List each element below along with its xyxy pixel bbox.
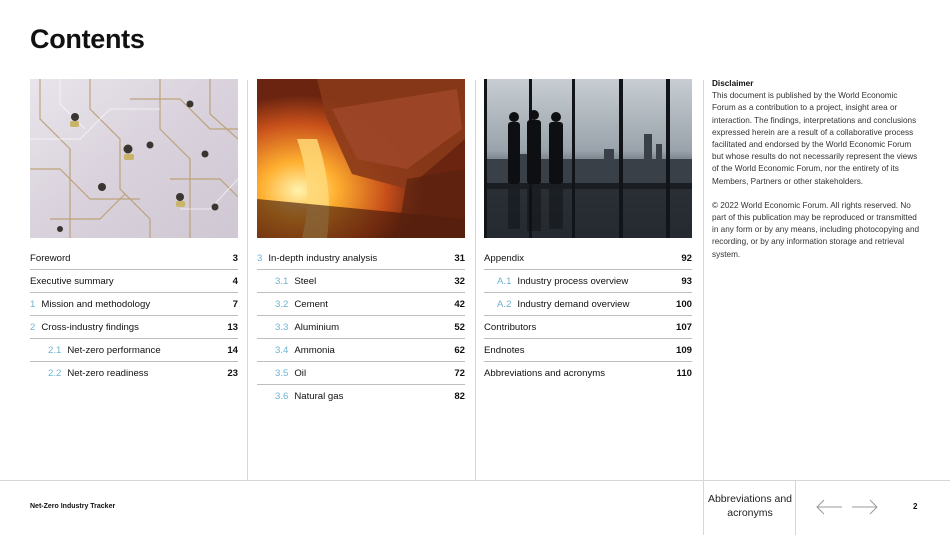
toc-item-label: Foreword [30, 252, 71, 264]
toc-item-page: 110 [676, 368, 692, 379]
arrow-right-icon[interactable] [851, 498, 879, 516]
toc-column-1 [30, 79, 238, 385]
toc-item-page: 31 [454, 252, 465, 264]
toc-item-executive-summary[interactable] [30, 270, 238, 293]
toc-item-number: 2.2 [48, 368, 62, 379]
city-window-silhouettes-image [484, 79, 692, 238]
toc-item-label: Contributors [484, 321, 537, 333]
molten-steel-image [257, 79, 465, 238]
toc-item-label: Endnotes [484, 344, 525, 356]
toc-column-3 [484, 79, 692, 385]
toc-item-cement[interactable] [257, 293, 465, 316]
column-divider [703, 80, 704, 480]
toc-list [484, 247, 692, 385]
toc-item-label: Oil [294, 367, 307, 379]
toc-item-page: 3 [232, 252, 238, 264]
toc-item-contributors[interactable] [484, 316, 692, 339]
toc-item-net-zero-readiness[interactable] [30, 362, 238, 385]
toc-item-page: 23 [227, 368, 238, 379]
toc-item-number: 2.1 [48, 344, 62, 356]
toc-item-page: 13 [227, 321, 238, 333]
toc-item-page: 100 [675, 298, 692, 310]
toc-item-number: 3.3 [275, 321, 289, 333]
copyright-notice: © 2022 World Economic Forum. All rights reserved. No part of this publication may be reproduced or transmitted in any form or by any means, including photocopying and recording, or by any information storage and retrieval system. [712, 200, 920, 259]
toc-item-page: 92 [681, 252, 692, 264]
toc-item-page: 32 [454, 275, 465, 287]
column-divider [247, 80, 248, 480]
toc-item-number: 3 [257, 252, 263, 264]
toc-item-natural-gas[interactable] [257, 385, 465, 408]
toc-item-net-zero-performance[interactable] [30, 339, 238, 362]
toc-item-appendix[interactable] [484, 247, 692, 270]
toc-item-industry-demand-overview[interactable] [484, 293, 692, 316]
toc-item-number: 1 [30, 298, 36, 310]
disclaimer-block [712, 78, 920, 273]
overhead-people-grid-image [30, 79, 238, 238]
next-section-link[interactable]: Abbreviations and acronyms [707, 493, 793, 519]
toc-item-page: 42 [454, 298, 465, 310]
toc-item-page: 62 [454, 344, 465, 356]
toc-item-number: A.1 [497, 275, 512, 287]
toc-item-label: Appendix [484, 252, 525, 264]
report-brand: Net-Zero Industry Tracker [30, 503, 116, 510]
disclaimer-heading: Disclaimer [712, 79, 754, 88]
toc-column-2 [257, 79, 465, 408]
toc-item-page: 82 [454, 391, 465, 402]
toc-item-number: 3.2 [275, 298, 289, 310]
toc-list [30, 247, 238, 385]
toc-item-label: Net-zero readiness [67, 368, 149, 379]
toc-item-label: In-depth industry analysis [268, 252, 378, 264]
toc-item-industry-process-overview[interactable] [484, 270, 692, 293]
toc-item-label: Industry process overview [517, 275, 629, 287]
toc-item-label: Industry demand overview [517, 298, 630, 310]
toc-item-abbreviations[interactable] [484, 362, 692, 385]
column-divider [475, 80, 476, 480]
toc-item-number: 3.6 [275, 391, 289, 402]
toc-item-label: Steel [294, 275, 317, 287]
toc-item-number: 3.1 [275, 275, 289, 287]
toc-item-label: Natural gas [294, 391, 344, 402]
toc-item-label: Aluminium [294, 321, 340, 333]
toc-item-page: 4 [232, 275, 238, 287]
toc-item-page: 93 [681, 275, 692, 287]
toc-item-number: 2 [30, 321, 36, 333]
toc-item-oil[interactable] [257, 362, 465, 385]
toc-item-number: A.2 [497, 298, 512, 310]
toc-item-page: 14 [227, 344, 238, 356]
arrow-left-icon[interactable] [815, 498, 843, 516]
toc-item-aluminium[interactable] [257, 316, 465, 339]
toc-item-label: Executive summary [30, 275, 114, 287]
footer [0, 480, 950, 535]
disclaimer-body: This document is published by the World Economic Forum as a contribution to a project, insight area or interaction. The findings, interpretations and conclusions expressed herein are a result of a collaborative process facilitated and endorsed by the World Economic Forum but whose results do not necessarily represent the views of the World Economic Forum, nor the entirety of its Members, Partners or other stakeholders. [712, 91, 918, 186]
toc-item-page: 109 [675, 344, 692, 356]
toc-item-page: 52 [454, 321, 465, 333]
toc-item-label: Mission and methodology [41, 298, 151, 310]
toc-item-ammonia[interactable] [257, 339, 465, 362]
toc-item-mission[interactable] [30, 293, 238, 316]
toc-item-page: 7 [232, 298, 238, 310]
toc-item-label: Cement [294, 298, 328, 310]
toc-item-endnotes[interactable] [484, 339, 692, 362]
toc-item-page: 72 [454, 367, 465, 379]
toc-item-label: Cross-industry findings [41, 321, 139, 333]
toc-item-label: Ammonia [294, 344, 335, 356]
toc-item-industry-analysis[interactable] [257, 247, 465, 270]
toc-item-number: 3.5 [275, 367, 289, 379]
toc-item-steel[interactable] [257, 270, 465, 293]
toc-item-label: Abbreviations and acronyms [484, 368, 606, 379]
toc-item-number: 3.4 [275, 344, 289, 356]
toc-list [257, 247, 465, 408]
toc-item-cross-industry[interactable] [30, 316, 238, 339]
page-number: 2 [913, 502, 918, 511]
toc-item-label: Net-zero performance [67, 344, 161, 356]
toc-item-foreword[interactable] [30, 247, 238, 270]
page-title: Contents [30, 24, 145, 54]
toc-item-page: 107 [675, 321, 692, 333]
